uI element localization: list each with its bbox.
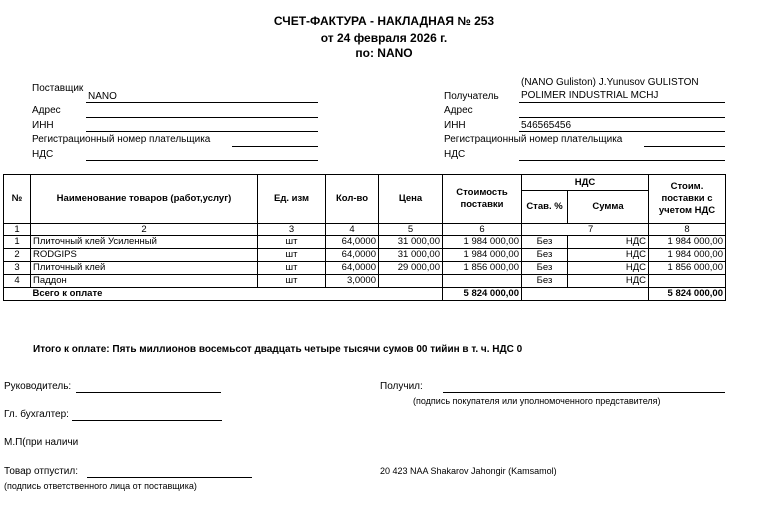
- document-basis: по: NANO: [355, 46, 413, 60]
- row-unit: шт: [258, 249, 326, 262]
- row-cost: 1 984 000,00: [443, 236, 522, 249]
- supplier-label: Поставщик: [32, 83, 84, 94]
- row-price: [379, 275, 443, 288]
- recipient-inn-underline: [519, 131, 725, 132]
- header-vat-sum: Сумма: [568, 191, 649, 224]
- accountant-label: Гл. бухгалтер:: [4, 409, 69, 420]
- header-no: №: [4, 175, 31, 224]
- row-vat-sum: НДС: [568, 262, 649, 275]
- header-price: Цена: [379, 175, 443, 224]
- recipient-reg-underline: [644, 146, 725, 147]
- row-unit: шт: [258, 236, 326, 249]
- row-cost: [443, 275, 522, 288]
- total-label: Всего к оплате: [31, 288, 443, 301]
- total-with-vat: 5 824 000,00: [649, 288, 726, 301]
- col-number: 5: [379, 224, 443, 236]
- total-spacer: [4, 288, 31, 301]
- header-total: Стоим. поставки с учетом НДС: [649, 175, 726, 224]
- supplier-address-underline: [86, 117, 318, 118]
- header-vat-rate: Став. %: [522, 191, 568, 224]
- row-no: 1: [4, 236, 31, 249]
- row-unit: шт: [258, 262, 326, 275]
- row-vat-sum: НДС: [568, 236, 649, 249]
- recipient-label: Получатель: [444, 91, 499, 102]
- recipient-underline: [519, 102, 725, 103]
- row-name: Плиточный клей Усиленный: [31, 236, 258, 249]
- row-no: 3: [4, 262, 31, 275]
- recipient-vat-underline: [519, 160, 725, 161]
- supplier-vat-label: НДС: [32, 149, 54, 160]
- row-vat-rate: Без: [522, 236, 568, 249]
- total-vat-empty: [522, 288, 649, 301]
- total-row: [4, 288, 726, 301]
- invoice-table: [3, 174, 726, 301]
- released-note: (подпись ответственного лица от поставщика): [4, 481, 197, 491]
- supplier-inn-label: ИНН: [32, 120, 54, 131]
- received-note: (подпись покупателя или уполномоченного представителя): [413, 396, 661, 406]
- supplier-reg-label: Регистрационный номер плательщика: [32, 134, 211, 145]
- recipient-value-line1: (NANO Guliston) J.Yunusov GULISTON: [521, 77, 699, 88]
- document-title: СЧЕТ-ФАКТУРА - НАКЛАДНАЯ № 253: [273, 14, 495, 28]
- table-row: [4, 236, 726, 249]
- column-numbers-row: [4, 224, 726, 236]
- row-vat-sum: НДС: [568, 275, 649, 288]
- row-price: 29 000,00: [379, 262, 443, 275]
- total-cost: 5 824 000,00: [443, 288, 522, 301]
- row-no: 4: [4, 275, 31, 288]
- row-name: Плиточный клей: [31, 262, 258, 275]
- row-vat-rate: Без: [522, 249, 568, 262]
- recipient-address-label: Адрес: [444, 105, 473, 116]
- header-cost: Стоимость поставки: [443, 175, 522, 224]
- col-number: 6: [443, 224, 522, 236]
- row-qty: 3,0000: [326, 275, 379, 288]
- director-label: Руководитель:: [4, 381, 72, 392]
- col-number: 4: [326, 224, 379, 236]
- col-number: 7: [522, 224, 649, 236]
- row-total: 1 856 000,00: [649, 262, 726, 275]
- row-cost: 1 984 000,00: [443, 249, 522, 262]
- received-by: 20 423 NAA Shakarov Jahongir (Kamsamol): [380, 466, 557, 476]
- recipient-value-line2: POLIMER INDUSTRIAL MCHJ: [521, 90, 659, 101]
- recipient-vat-label: НДС: [444, 149, 466, 160]
- supplier-vat-underline: [86, 160, 318, 161]
- header-vat: НДС: [522, 175, 649, 191]
- supplier-value: NANO: [88, 91, 117, 102]
- row-price: 31 000,00: [379, 249, 443, 262]
- row-name: RODGIPS: [31, 249, 258, 262]
- row-total: 1 984 000,00: [649, 249, 726, 262]
- table-row: [4, 249, 726, 262]
- supplier-reg-underline: [232, 146, 318, 147]
- header-name: Наименование товаров (работ,услуг): [31, 175, 258, 224]
- row-no: 2: [4, 249, 31, 262]
- row-total: [649, 275, 726, 288]
- row-price: 31 000,00: [379, 236, 443, 249]
- recipient-inn-value: 546565456: [521, 120, 572, 131]
- row-vat-rate: Без: [522, 262, 568, 275]
- recipient-inn-label: ИНН: [444, 120, 466, 131]
- received-label: Получил:: [380, 381, 423, 392]
- recipient-reg-label: Регистрационный номер плательщика: [444, 134, 623, 145]
- table-row: [4, 275, 726, 288]
- row-unit: шт: [258, 275, 326, 288]
- table-row: [4, 262, 726, 275]
- released-label: Товар отпустил:: [4, 466, 78, 477]
- col-number: 2: [31, 224, 258, 236]
- row-cost: 1 856 000,00: [443, 262, 522, 275]
- row-qty: 64,0000: [326, 262, 379, 275]
- row-vat-rate: Без: [522, 275, 568, 288]
- received-signature-line: [443, 392, 725, 393]
- row-name: Паддон: [31, 275, 258, 288]
- col-number: 1: [4, 224, 31, 236]
- released-signature-line: [87, 477, 252, 478]
- header-unit: Ед. изм: [258, 175, 326, 224]
- supplier-underline: [86, 102, 318, 103]
- col-number: 3: [258, 224, 326, 236]
- supplier-address-label: Адрес: [32, 105, 61, 116]
- row-vat-sum: НДС: [568, 249, 649, 262]
- stamp-label: М.П(при наличи: [4, 437, 79, 448]
- col-number: 8: [649, 224, 726, 236]
- accountant-signature-line: [72, 420, 222, 421]
- director-signature-line: [76, 392, 221, 393]
- row-qty: 64,0000: [326, 249, 379, 262]
- row-qty: 64,0000: [326, 236, 379, 249]
- row-total: 1 984 000,00: [649, 236, 726, 249]
- recipient-address-underline: [519, 117, 725, 118]
- amount-in-words: Итого к оплате: Пять миллионов восемьсот двадцать четыре тысячи сумов 00 тийин в т. ч. НДС 0: [33, 344, 523, 355]
- supplier-inn-underline: [86, 131, 318, 132]
- document-date: от 24 февраля 2026 г.: [320, 31, 448, 45]
- header-qty: Кол-во: [326, 175, 379, 224]
